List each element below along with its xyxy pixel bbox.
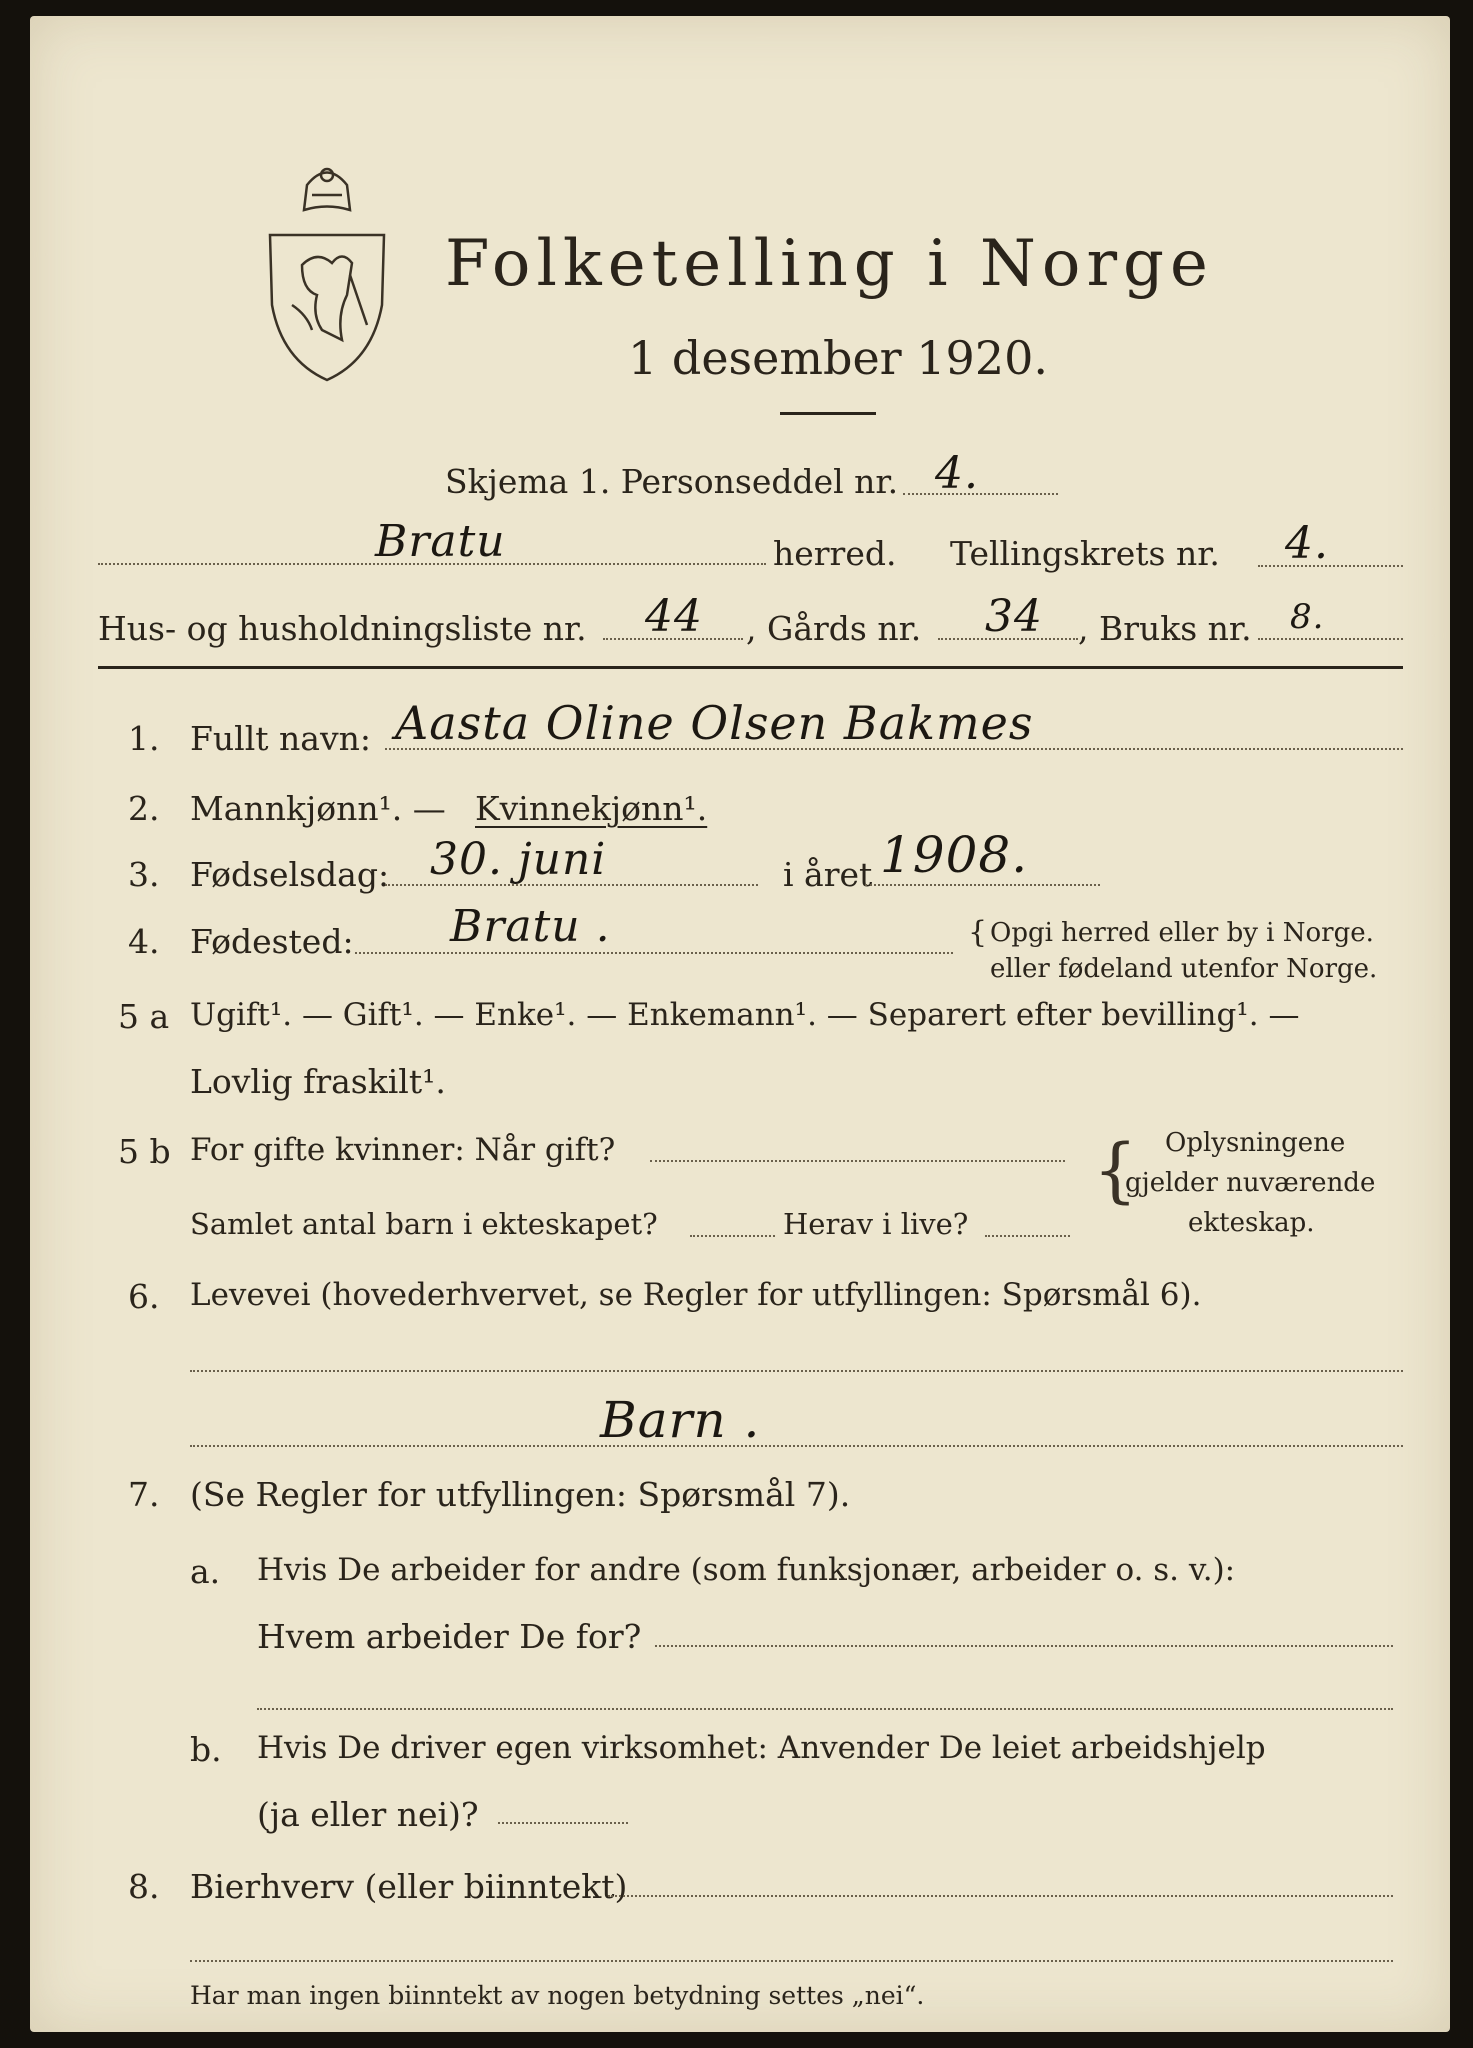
q6-label: Levevei (hovederhvervet, se Regler for utfyllingen: Spørsmål 6). (190, 1277, 1202, 1313)
norway-coat-of-arms-icon (262, 155, 392, 385)
title-divider (780, 412, 876, 415)
q3-label: Fødselsdag: (190, 855, 390, 894)
q5b-children-label: Samlet antal barn i ekteskapet? (190, 1207, 658, 1241)
q7a-text2: Hvem arbeider De for? (257, 1617, 642, 1656)
herred-label: herred. (773, 534, 897, 573)
q5b-label: For gifte kvinner: Når gift? (190, 1132, 616, 1168)
q5a-marital-options-cont: Lovlig fraskilt¹. (190, 1062, 446, 1101)
q5a-number: 5 a (118, 997, 170, 1036)
q2-number: 2. (128, 789, 160, 828)
full-name-value: Aasta Oline Olsen Bakmes (395, 696, 1034, 750)
bruks-field-line (1258, 638, 1403, 640)
q7b-text2: (ja eller nei)? (257, 1795, 479, 1834)
q7-label: (Se Regler for utfyllingen: Spørsmål 7). (190, 1475, 851, 1514)
q7b-field-line (498, 1822, 628, 1824)
birthplace-value: Bratu . (450, 901, 611, 952)
q7a-field-line-2 (257, 1708, 1393, 1710)
q4-number: 4. (128, 922, 160, 961)
q5b-married-field-line (650, 1160, 1065, 1162)
gards-value: 34 (985, 591, 1043, 642)
q5b-note-line2: gjelder nuværende (1125, 1168, 1376, 1198)
personseddel-nr-value: 4. (935, 448, 979, 499)
schema-label: Skjema 1. Personseddel nr. (445, 462, 899, 501)
q5b-brace: { (1093, 1129, 1138, 1211)
occupation-value: Barn . (600, 1391, 761, 1449)
q2-male-option: Mannkjønn¹. — (190, 789, 446, 828)
q4-label: Fødested: (190, 922, 354, 961)
q8-number: 8. (128, 1867, 160, 1906)
q6-number: 6. (128, 1277, 160, 1316)
hus-value: 44 (645, 591, 703, 642)
census-date: 1 desember 1920. (628, 331, 1048, 385)
q7-number: 7. (128, 1475, 160, 1514)
personseddel-field-line (903, 493, 1058, 495)
q3-number: 3. (128, 855, 160, 894)
q5b-number: 5 b (118, 1132, 171, 1171)
q6-field-line-2 (190, 1445, 1403, 1447)
q8-field-line-2 (190, 1960, 1393, 1962)
q8-label: Bierhverv (eller biinntekt) (190, 1867, 628, 1906)
footer-note: Har man ingen biinntekt av nogen betydning settes „nei“. (190, 1981, 925, 2010)
q5b-children-field-line (690, 1235, 775, 1237)
form-title: Folketelling i Norge (445, 227, 1214, 301)
tellingskrets-field-line (1258, 565, 1403, 567)
q7a-letter: a. (190, 1552, 221, 1591)
tellingskrets-value: 4. (1285, 518, 1329, 569)
q2-female-option-selected: Kvinnekjønn¹. (475, 789, 708, 828)
q5b-alive-field-line (985, 1235, 1070, 1237)
q3-year-field-line (865, 884, 1100, 886)
q5b-note-line3: ekteskap. (1188, 1208, 1315, 1238)
q7b-letter: b. (190, 1730, 222, 1769)
q4-note-line2: eller fødeland utenfor Norge. (990, 954, 1378, 984)
bruks-label: , Bruks nr. (1078, 609, 1252, 648)
q4-brace: { (968, 915, 988, 950)
q5b-note-line1: Oplysningene (1165, 1128, 1346, 1158)
q7b-text: Hvis De driver egen virksomhet: Anvender De leiet arbeidshjelp (257, 1730, 1266, 1766)
q4-note-line1: Opgi herred eller by i Norge. (990, 918, 1374, 948)
hus-label: Hus- og husholdningsliste nr. (98, 609, 587, 648)
q7a-field-line-1 (655, 1645, 1393, 1647)
q4-field-line (355, 952, 953, 954)
herred-value: Bratu (375, 516, 506, 567)
q6-field-line-1 (190, 1370, 1403, 1372)
q7a-text: Hvis De arbeider for andre (som funksjonær, arbeider o. s. v.): (257, 1552, 1236, 1588)
birth-year-value: 1908. (880, 826, 1029, 884)
q1-label: Fullt navn: (190, 719, 371, 758)
birthday-value: 30. juni (430, 834, 607, 885)
q8-field-line-1 (608, 1895, 1393, 1897)
gards-label: , Gårds nr. (746, 609, 922, 648)
bruks-value: 8. (1290, 597, 1325, 637)
q5b-alive-label: Herav i live? (783, 1207, 969, 1241)
q5a-marital-options: Ugift¹. — Gift¹. — Enke¹. — Enkemann¹. — Separert efter bevilling¹. — (190, 997, 1300, 1033)
tellingskrets-label: Tellingskrets nr. (950, 534, 1220, 573)
q1-number: 1. (128, 719, 160, 758)
header-divider (98, 666, 1403, 669)
q3-year-label: i året (783, 855, 873, 894)
